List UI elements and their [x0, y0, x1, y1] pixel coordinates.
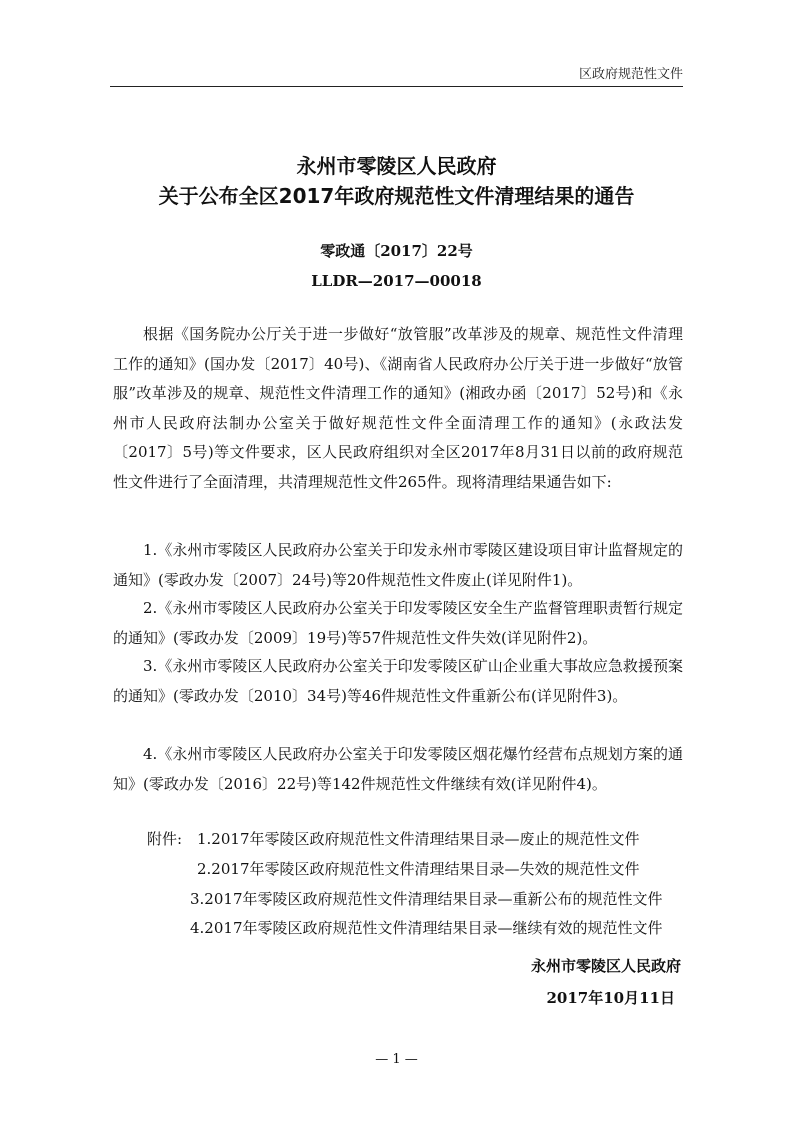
- item-paragraph-4: 4.《永州市零陵区人民政府办公室关于印发零陵区烟花爆竹经营布点规划方案的通知》(零政办发〔2016〕22号)等142件规范性文件继续有效(详见附件4)。: [113, 745, 683, 793]
- item-paragraph-2: 2.《永州市零陵区人民政府办公室关于印发零陵区安全生产监督管理职责暂行规定的通知》(零政办发〔2009〕19号)等57件规范性文件失效(详见附件2)。: [113, 599, 683, 647]
- item-paragraph-1: 1.《永州市零陵区人民政府办公室关于印发永州市零陵区建设项目审计监督规定的通知》(零政办发〔2007〕24号)等20件规范性文件废止(详见附件1)。: [113, 541, 683, 589]
- intro-paragraph: 根据《国务院办公厅关于进一步做好“放管服”改革涉及的规章、规范性文件清理工作的通知》(国办发〔2017〕40号)、《湖南省人民政府办公厅关于进一步做好“放管服”改革涉及的规章、规范性文件清理工作的通知》(湘政办函〔2017〕52号)和《永州市人民政府法制办公室关于做好规范性文件全面清理工作的通知》(永政法发〔2017〕5号)等文件要求，区人民政府组织对全区2017年8月31日以前的政府规范性文件进行了全面清理，共清理规范性文件265件。现将清理结果通告如下:: [113, 325, 683, 491]
- attachment-item-1: 1.2017年零陵区政府规范性文件清理结果目录—废止的规范性文件: [197, 830, 640, 848]
- document-title-line1: 永州市零陵区人民政府: [296, 154, 497, 178]
- registration-number: LLDR—2017—00018: [311, 272, 482, 290]
- attachment-item-3: 3.2017年零陵区政府规范性文件清理结果目录—重新公布的规范性文件: [190, 890, 663, 908]
- header-rule: [110, 86, 683, 87]
- signing-date: 2017年10月11日: [546, 989, 675, 1007]
- attachments-label: 附件:: [147, 830, 183, 848]
- document-title-line2: 关于公布全区2017年政府规范性文件清理结果的通告: [158, 184, 635, 208]
- attachment-item-4: 4.2017年零陵区政府规范性文件清理结果目录—继续有效的规范性文件: [190, 919, 663, 937]
- page-number: — 1 —: [375, 1052, 418, 1067]
- attachment-item-2: 2.2017年零陵区政府规范性文件清理结果目录—失效的规范性文件: [197, 860, 640, 878]
- header-label: 区政府规范性文件: [578, 67, 683, 82]
- item-paragraph-3: 3.《永州市零陵区人民政府办公室关于印发零陵区矿山企业重大事故应急救援预案的通知》(零政办发〔2010〕34号)等46件规范性文件重新公布(详见附件3)。: [113, 657, 683, 705]
- document-number: 零政通〔2017〕22号: [320, 242, 473, 260]
- signing-organization: 永州市零陵区人民政府: [530, 957, 681, 975]
